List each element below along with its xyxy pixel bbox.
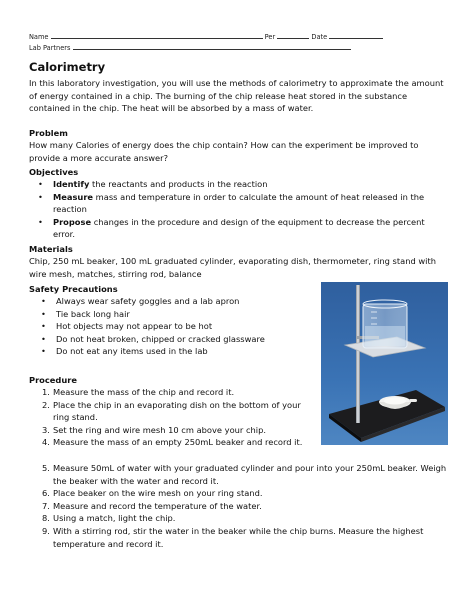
- step-number: 3.: [42, 424, 50, 435]
- safety-text: Hot objects may not appear to be hot: [56, 321, 213, 332]
- bullet-icon: •: [38, 179, 43, 189]
- step-text: Measure the mass of the chip and record it.: [53, 387, 235, 397]
- step-text: Measure 50mL of water with your graduated cylinder and pour into your 250mL beaker. Weigh the beaker with the water and record it.: [53, 463, 447, 486]
- bullet-icon: •: [41, 308, 46, 319]
- safety-text: Tie back long hair: [56, 308, 130, 319]
- objective-term: Identify: [53, 179, 90, 189]
- step-text: Place the chip in an evaporating dish on the bottom of your ring stand.: [53, 399, 301, 423]
- bullet-icon: •: [41, 346, 46, 357]
- list-item: [37, 216, 447, 241]
- safety-heading: Safety Precautions: [29, 284, 118, 294]
- list-item: [40, 345, 312, 358]
- bullet-icon: •: [41, 333, 46, 344]
- materials-heading: Materials: [29, 244, 73, 254]
- step-text: Measure and record the temperature of the water.: [53, 500, 262, 511]
- bullet-icon: •: [38, 191, 43, 202]
- bullet-icon: •: [38, 216, 43, 227]
- objective-text: changes in the procedure and design of the equipment to decrease the percent error.: [53, 216, 425, 240]
- step-text: Place beaker on the wire mesh on your ring stand.: [53, 488, 263, 499]
- name-line-row: [29, 32, 383, 41]
- step-number: 4.: [42, 437, 50, 448]
- bullet-icon: •: [41, 296, 46, 306]
- step-number: 6.: [42, 488, 50, 499]
- list-item: [40, 295, 312, 308]
- date-blank[interactable]: [329, 32, 383, 39]
- name-label: Name: [29, 33, 49, 41]
- list-item: [29, 424, 311, 437]
- step-text: Set the ring and wire mesh 10 cm above your chip.: [53, 424, 266, 435]
- problem-text: How many Calories of energy does the chip contain? How can the experiment be improved to provide a more accurate answer?: [29, 140, 419, 163]
- list-item: [29, 525, 447, 550]
- step-text: Using a match, light the chip.: [53, 513, 176, 524]
- list-item: [40, 320, 312, 333]
- materials-text: Chip, 250 mL beaker, 100 mL graduated cylinder, evaporating dish, thermometer, ring stand with wire mesh, matches, stirring rod, balance: [29, 256, 436, 279]
- safety-list: [40, 295, 312, 358]
- list-item: [40, 333, 312, 346]
- list-item: [29, 399, 311, 424]
- partners-label: Lab Partners: [29, 44, 71, 52]
- list-item: [29, 500, 447, 513]
- objective-term: Measure: [53, 191, 94, 202]
- step-number: 5.: [42, 463, 50, 473]
- list-item: [37, 191, 447, 216]
- objective-text: mass and temperature in order to calculate the amount of heat released in the reaction: [53, 191, 425, 215]
- ring-stand-beaker-photo-icon: [321, 282, 448, 445]
- list-item: [40, 308, 312, 321]
- procedure-list-a: [29, 386, 311, 449]
- objectives-list: [37, 178, 447, 241]
- step-number: 1.: [42, 387, 50, 397]
- procedure-list-b: [29, 462, 447, 550]
- per-label: Per: [264, 33, 276, 41]
- safety-text: Do not heat broken, chipped or cracked glassware: [56, 333, 265, 344]
- bullet-icon: •: [41, 321, 46, 332]
- list-item: [29, 436, 311, 449]
- page-title: Calorimetry: [29, 60, 106, 74]
- list-item: [29, 487, 447, 500]
- step-number: 8.: [42, 513, 50, 524]
- step-text: Measure the mass of an empty 250mL beaker and record it.: [53, 437, 303, 448]
- partners-blank[interactable]: [73, 43, 351, 50]
- safety-text: Always wear safety goggles and a lab apron: [56, 296, 240, 306]
- per-blank[interactable]: [277, 32, 309, 39]
- list-item: [29, 386, 311, 399]
- step-number: 9.: [42, 525, 50, 536]
- objectives-heading: Objectives: [29, 167, 79, 177]
- step-number: 7.: [42, 500, 50, 511]
- step-text: With a stirring rod, stir the water in the beaker while the chip burns. Measure the highest temperature and record it.: [53, 525, 424, 549]
- objective-term: Propose: [53, 216, 92, 227]
- objective-text: the reactants and products in the reaction: [89, 179, 268, 189]
- intro-paragraph: In this laboratory investigation, you will use the methods of calorimetry to approximate the amount of energy contained in a chip. The burning of the chip release heat stored in the substance contained in the chip. The heat will be absorbed by a mass of water.: [29, 78, 444, 114]
- list-item: [29, 512, 447, 525]
- partners-line-row: [29, 43, 351, 52]
- date-label: Date: [311, 33, 328, 41]
- list-item: [37, 178, 447, 191]
- procedure-heading: Procedure: [29, 375, 77, 385]
- list-item: [29, 462, 447, 487]
- problem-heading: Problem: [29, 128, 68, 138]
- step-number: 2.: [42, 399, 50, 410]
- name-blank[interactable]: [51, 32, 263, 39]
- safety-text: Do not eat any items used in the lab: [56, 346, 208, 357]
